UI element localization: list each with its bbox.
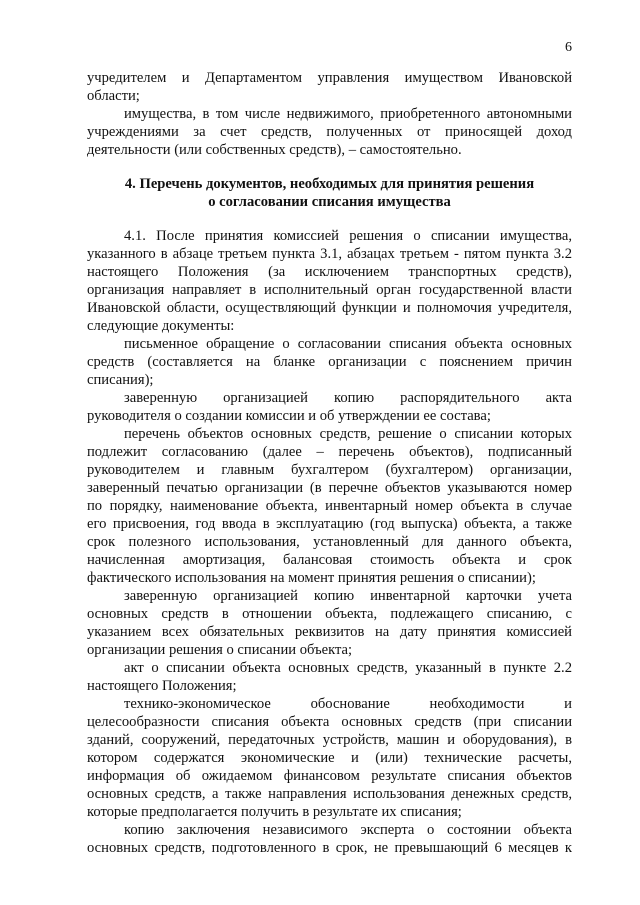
text-line: организация направляет в исполнительный орган государственной власти (87, 282, 572, 298)
text-line: средств (составляется на бланке организации с пояснением причин (87, 354, 572, 370)
text-line: области; (87, 88, 140, 104)
text-line: основных средств в отношении объекта, подлежащего списанию, с (87, 606, 572, 622)
text-line: следующие документы: (87, 318, 235, 334)
text-line: его присвоения, год ввода в эксплуатацию (год выпуска) объекта, а также (87, 516, 572, 532)
text-line: технико-экономическое обоснование необходимости и (124, 696, 572, 712)
text-line: которые предполагается получить в результате их списания; (87, 804, 462, 820)
text-line: фактического использования на момент принятия решения о списании); (87, 570, 536, 586)
text-line: деятельности (или собственных средств), – самостоятельно. (87, 142, 462, 158)
text-line: целесообразности списания объекта основных средств (при списании (87, 714, 572, 730)
text-line: письменное обращение о согласовании списания объекта основных (124, 336, 572, 352)
text-line: заверенную организацией копию распорядительного акта (124, 390, 572, 406)
section-heading-line: 4. Перечень документов, необходимых для принятия решения (124, 176, 535, 192)
text-line: списания); (87, 372, 154, 388)
text-line: организации решения о списании объекта; (87, 642, 353, 658)
text-line: перечень объектов основных средств, решение о списании которых (124, 426, 572, 442)
text-line: информация об ожидаемом финансовом результате списания объектов (87, 768, 572, 784)
text-line: акт о списании объекта основных средств, указанный в пункте 2.2 (124, 660, 572, 676)
text-line: указанного в абзаце третьем пункта 3.1, абзацах третьем - пятом пункта 3.2 (87, 246, 572, 262)
text-line: указанием всех обязательных реквизитов на дату принятия комиссией (87, 624, 572, 640)
text-line: имущества, в том числе недвижимого, приобретенного автономными (124, 106, 572, 122)
text-line: учредителем и Департаментом управления имуществом Ивановской (87, 70, 572, 86)
text-line: учреждениями за счет средств, полученных от приносящей доход (87, 124, 572, 140)
text-line: подлежит согласованию (далее – перечень объектов), подписанный (87, 444, 572, 460)
text-line: основных средств, а также направления использования денежных средств, (87, 786, 572, 802)
text-line: руководителя о создании комиссии и об утверждении ее состава; (87, 408, 491, 424)
text-line: котором содержатся экономические и (или) технические расчеты, (87, 750, 572, 766)
text-line: основных средств, подготовленного в срок, не превышающий 6 месяцев к (87, 840, 572, 856)
text-line: 4.1. После принятия комиссией решения о списании имущества, (124, 228, 572, 244)
text-line: зданий, сооружений, передаточных устройств, машин и оборудования), в (87, 732, 572, 748)
section-heading-line: о согласовании списания имущества (208, 194, 451, 210)
text-line: копию заключения независимого эксперта о состоянии объекта (124, 822, 572, 838)
text-line: настоящего Положения (за исключением транспортных средств), (87, 264, 572, 280)
text-line: руководителем и главным бухгалтером (бухгалтером) организации, (87, 462, 572, 478)
text-line: заверенную организацией копию инвентарной карточки учета (124, 588, 572, 604)
text-line: настоящего Положения; (87, 678, 237, 694)
text-line: начисленная амортизация, балансовая стоимость объекта и срок (87, 552, 572, 568)
text-line: срок полезного использования, установленный для данного объекта, (87, 534, 572, 550)
text-line: Ивановской области, осуществляющий функции и полномочия учредителя, (87, 300, 572, 316)
text-line: по порядку, наименование объекта, инвентарный номер объекта в случае (87, 498, 572, 514)
page-number: 6 (565, 40, 572, 55)
text-line: заверенный печатью организации (в перечне объектов указываются номер (87, 480, 572, 496)
